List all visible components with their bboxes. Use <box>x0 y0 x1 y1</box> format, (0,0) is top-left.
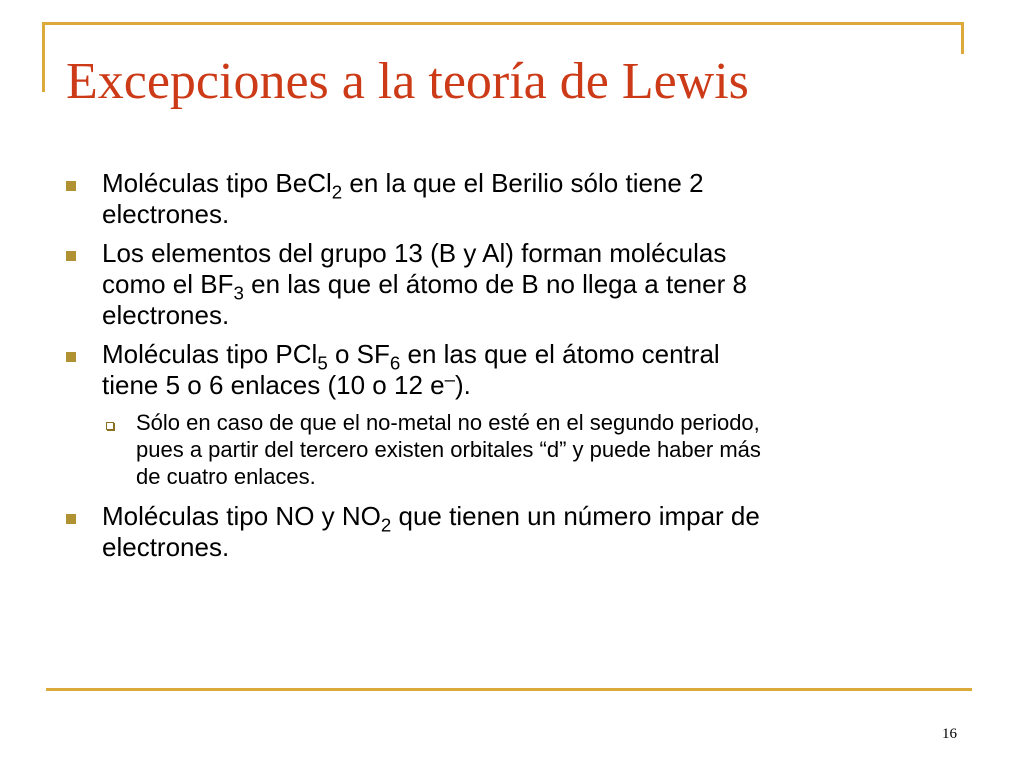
frame-top-line <box>42 22 964 25</box>
text-run: en las que el átomo de B no llega a tener 8 electrones. <box>102 269 747 330</box>
slide-title: Excepciones a la teoría de Lewis <box>66 53 749 110</box>
subscript: 5 <box>317 352 328 374</box>
bullet-item <box>62 339 782 401</box>
square-bullet-icon <box>66 352 76 362</box>
bullet-list <box>62 168 782 571</box>
bullet-text <box>102 339 720 400</box>
bullet-text <box>102 501 760 562</box>
bullet-item <box>62 168 782 230</box>
text-run: Los elementos del grupo 13 (B y Al) forman moléculas como el BF <box>102 238 727 299</box>
text-run: que tienen un número impar de electrones. <box>102 501 760 562</box>
bullet-item <box>62 501 782 563</box>
text-run: ). <box>455 370 471 400</box>
square-bullet-icon <box>66 181 76 191</box>
superscript: – <box>444 368 455 390</box>
subscript: 2 <box>331 181 343 203</box>
bullet-text <box>102 168 704 229</box>
square-bullet-icon <box>66 514 76 524</box>
text-run: Moléculas tipo NO y NO <box>102 501 381 531</box>
page-number: 16 <box>942 726 957 742</box>
frame-bottom-line <box>46 688 972 691</box>
text-run: Moléculas tipo BeCl <box>102 168 332 198</box>
bullet-item <box>62 238 782 331</box>
text-run: en las que el átomo central tiene 5 o 6 enlaces (10 o 12 e <box>102 339 720 400</box>
text-run: Sólo en caso de que el no-metal no esté en el segundo periodo, pues a partir del tercero existen orbitales “d” y puede haber más de cuatro enlaces. <box>136 410 761 489</box>
bullet-text <box>102 238 747 330</box>
hollow-square-bullet-icon <box>106 422 114 430</box>
subscript: 2 <box>380 514 392 536</box>
subscript: 6 <box>389 352 401 374</box>
text-run: en la que el Berilio sólo tiene 2 electrones. <box>102 168 704 229</box>
sub-bullet-item <box>102 409 782 490</box>
square-bullet-icon <box>66 251 76 261</box>
subscript: 3 <box>233 282 244 304</box>
frame-left-line <box>42 22 45 92</box>
text-run: o SF <box>327 339 390 369</box>
text-run: Moléculas tipo PCl <box>102 339 318 369</box>
sub-bullet-text <box>136 410 761 489</box>
frame-right-line <box>961 22 964 54</box>
